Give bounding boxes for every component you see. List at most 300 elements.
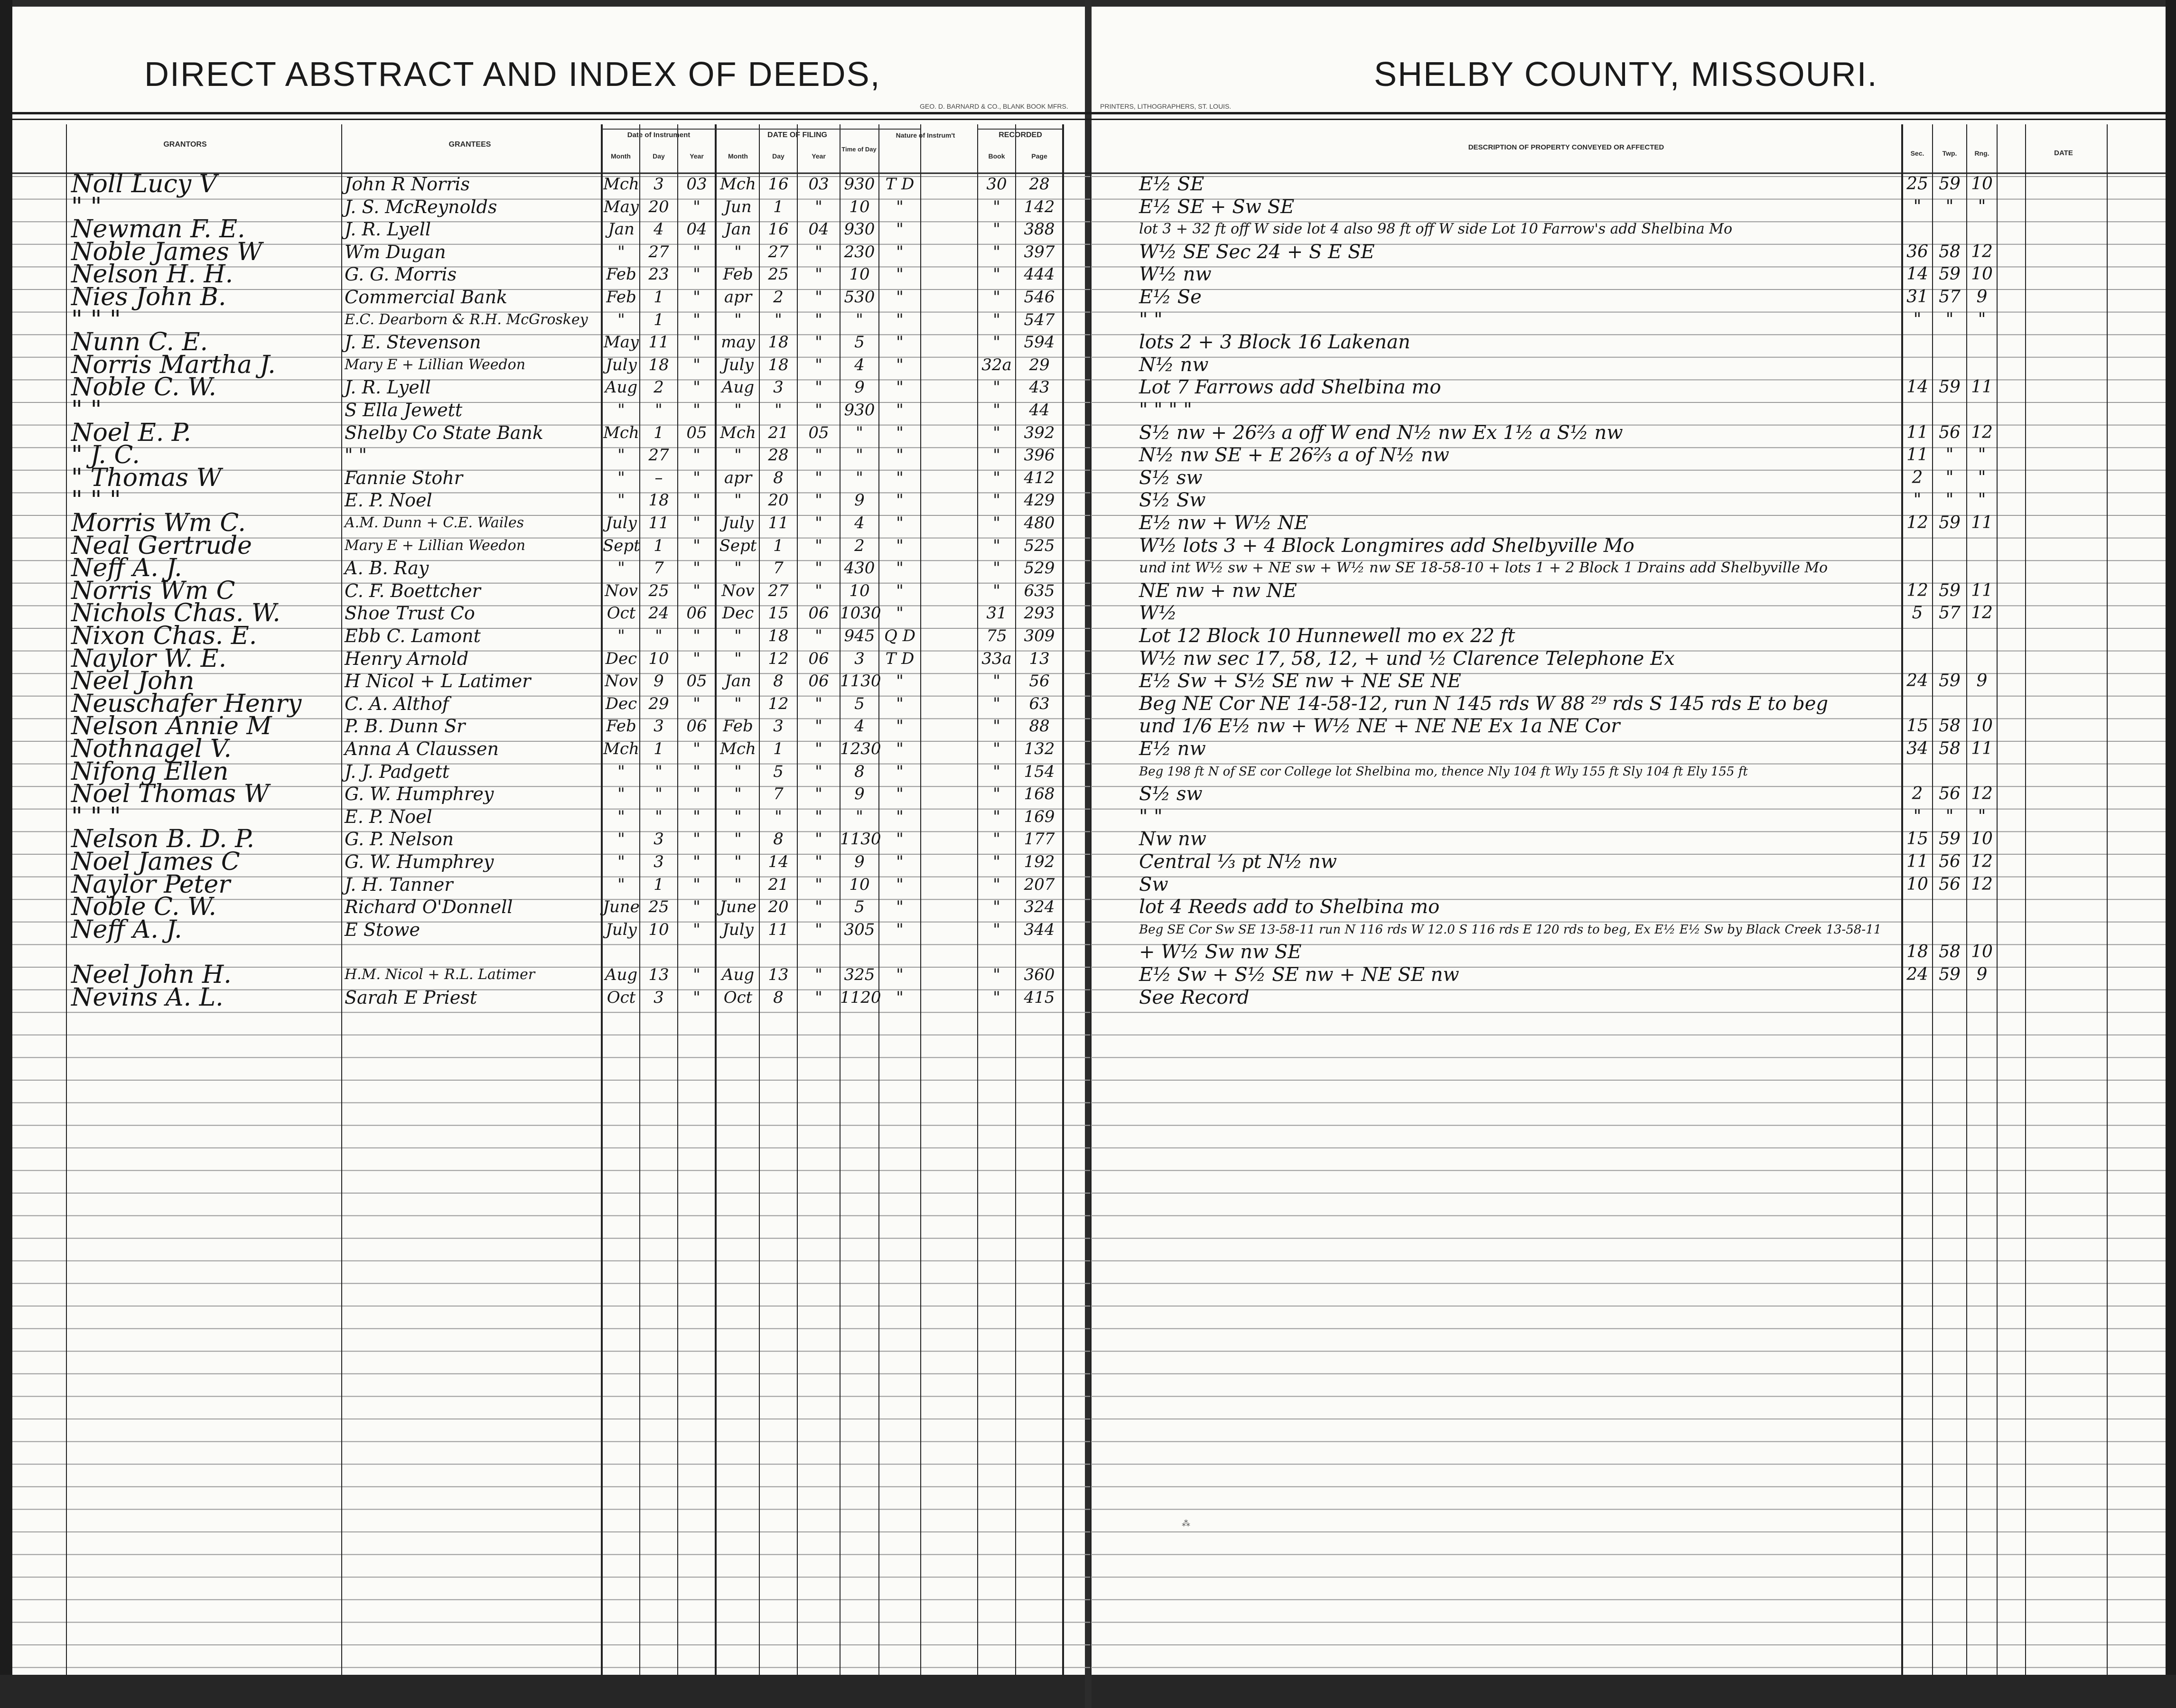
nature-cell: " xyxy=(896,536,904,555)
instrument-year-cell: 06 xyxy=(686,717,707,736)
filing-day-cell: 20 xyxy=(768,491,789,510)
instrument-year-cell: " xyxy=(693,310,700,329)
rng-cell: 12 xyxy=(1971,784,1993,804)
grantee-cell: J. S. McReynolds xyxy=(345,196,497,217)
book-cell: " xyxy=(993,401,1000,420)
instrument-day-cell: 18 xyxy=(648,491,669,510)
instrument-year-cell: " xyxy=(693,965,700,984)
filing-year-cell: " xyxy=(815,988,822,1007)
grantor-cell: Nies John B. xyxy=(71,283,226,311)
sec-cell: 34 xyxy=(1906,739,1928,758)
page-cell: 29 xyxy=(1029,355,1050,374)
instrument-day-cell: 9 xyxy=(654,672,664,691)
description-cell: Lot 7 Farrows add Shelbina mo xyxy=(1139,376,1441,399)
sec-cell: 5 xyxy=(1912,603,1923,623)
book-cell: " xyxy=(993,875,1000,894)
instrument-month-cell: " xyxy=(617,626,625,645)
grantor-cell: " Thomas W xyxy=(71,463,222,492)
header-description: DESCRIPTION OF PROPERTY CONVEYED OR AFFECTED xyxy=(1468,143,1664,151)
filing-month-cell: Oct xyxy=(723,988,753,1007)
book-cell: 33a xyxy=(981,649,1012,668)
grantee-cell: G. W. Humphrey xyxy=(345,851,494,872)
filing-month-cell: Mch xyxy=(720,175,756,194)
grantee-cell: A.M. Dunn + C.E. Wailes xyxy=(345,514,524,531)
filing-day-cell: 21 xyxy=(768,875,789,894)
nature-cell: " xyxy=(896,265,904,284)
grantor-cell: Norris Wm C xyxy=(71,576,235,605)
instrument-month-cell: Dec xyxy=(605,694,637,713)
description-cell: See Record xyxy=(1139,986,1250,1008)
instrument-day-cell: 23 xyxy=(648,265,669,284)
filing-day-cell: 18 xyxy=(768,333,789,352)
header-inst-day: Day xyxy=(653,152,665,160)
description-cell: Central ⅓ pt N½ nw xyxy=(1139,851,1337,873)
instrument-year-cell: " xyxy=(693,762,700,781)
page-cell: 415 xyxy=(1024,988,1055,1007)
page-cell: 444 xyxy=(1024,265,1055,284)
grantor-cell: Neff A. J. xyxy=(71,915,182,944)
filing-day-cell: 12 xyxy=(768,694,789,713)
filing-day-cell: 12 xyxy=(768,649,789,668)
grantee-cell: G. G. Morris xyxy=(345,264,457,285)
time-of-day-cell: " xyxy=(856,310,863,329)
time-of-day-cell: 8 xyxy=(854,762,865,781)
page-cell: 154 xyxy=(1024,762,1055,781)
filing-month-cell: " xyxy=(734,807,742,826)
time-of-day-cell: 4 xyxy=(854,355,865,374)
book-cell: " xyxy=(993,762,1000,781)
nature-cell: " xyxy=(896,220,904,239)
filing-day-cell: 20 xyxy=(768,897,789,917)
grantee-cell: G. P. Nelson xyxy=(345,829,454,850)
page-cell: 88 xyxy=(1029,717,1050,736)
grantor-cell: Nelson H. H. xyxy=(71,260,233,289)
instrument-month-cell: May xyxy=(603,333,639,352)
filing-month-cell: Dec xyxy=(722,604,754,623)
book-cell: " xyxy=(993,694,1000,713)
nature-cell: " xyxy=(896,378,904,397)
rng-cell: 10 xyxy=(1971,942,1993,962)
book-cell: " xyxy=(993,672,1000,691)
book-cell: " xyxy=(993,807,1000,826)
filing-year-cell: " xyxy=(815,333,822,352)
time-of-day-cell: 930 xyxy=(844,220,875,239)
description-cell: E½ SE + Sw SE xyxy=(1139,196,1295,218)
instrument-year-cell: " xyxy=(693,468,700,487)
grantee-cell: H.M. Nicol + R.L. Latimer xyxy=(345,966,535,983)
book-cell: " xyxy=(993,920,1000,939)
instrument-month-cell: July xyxy=(606,513,637,532)
description-cell: E½ Sw + S½ SE nw + NE SE nw xyxy=(1139,964,1459,986)
instrument-year-cell: " xyxy=(693,897,700,917)
grantee-cell: E.C. Dearborn & R.H. McGroskey xyxy=(345,311,588,328)
instrument-day-cell: 20 xyxy=(648,197,669,216)
grantor-cell: Nichols Chas. W. xyxy=(71,599,280,628)
header-grantees: GRANTEES xyxy=(448,140,491,149)
filing-year-cell: " xyxy=(815,378,822,397)
description-cell: Sw xyxy=(1139,873,1168,896)
twp-cell: 57 xyxy=(1939,287,1961,307)
filing-year-cell: 06 xyxy=(808,604,829,623)
description-cell: E½ nw xyxy=(1139,738,1206,760)
nature-cell: " xyxy=(896,491,904,510)
filing-year-cell: " xyxy=(815,446,822,465)
twp-cell: " xyxy=(1945,445,1954,465)
sec-cell: 12 xyxy=(1906,580,1928,600)
filing-month-cell: " xyxy=(734,446,742,465)
time-of-day-cell: 10 xyxy=(849,197,870,216)
rng-cell: 11 xyxy=(1971,513,1993,532)
nature-cell: " xyxy=(896,310,904,329)
book-cell: " xyxy=(993,288,1000,307)
description-cell: " " " " xyxy=(1139,399,1192,421)
book-cell: " xyxy=(993,446,1000,465)
description-cell: Beg 198 ft N of SE cor College lot Shelbina mo, thence Nly 104 ft Wly 155 ft Sly 104 ft Ely 155 ft xyxy=(1139,764,1748,779)
description-cell: W½ xyxy=(1139,602,1177,625)
page-mark: ⁂ xyxy=(1182,1519,1190,1529)
nature-cell: T D xyxy=(885,649,915,668)
twp-cell xyxy=(1933,983,1967,1012)
filing-day-cell: 3 xyxy=(773,378,784,397)
instrument-day-cell: " xyxy=(655,626,663,645)
twp-cell: 58 xyxy=(1939,716,1961,736)
header-filing-year: Year xyxy=(812,152,826,160)
instrument-year-cell: " xyxy=(693,807,700,826)
filing-day-cell: 27 xyxy=(768,242,789,261)
filing-year-cell: 06 xyxy=(808,672,829,691)
twp-cell: 56 xyxy=(1939,874,1961,894)
filing-month-cell: " xyxy=(734,559,742,578)
filing-month-cell: Mch xyxy=(720,739,756,758)
description-cell: S½ nw + 26⅔ a off W end N½ nw Ex 1½ a S½ nw xyxy=(1139,421,1623,444)
nature-cell: " xyxy=(896,988,904,1007)
grantee-cell: Commercial Bank xyxy=(345,287,508,308)
instrument-day-cell: 11 xyxy=(648,513,669,532)
rng-cell: " xyxy=(1978,309,1986,329)
nature-cell: T D xyxy=(885,175,915,194)
instrument-year-cell: " xyxy=(693,197,700,216)
grantee-cell: Ebb C. Lamont xyxy=(345,625,481,646)
filing-month-cell: Feb xyxy=(723,717,753,736)
filing-year-cell: " xyxy=(815,513,822,532)
time-of-day-cell: 1030 xyxy=(840,604,881,623)
book-cell: " xyxy=(993,310,1000,329)
book-cell: " xyxy=(993,468,1000,487)
filing-year-cell: " xyxy=(815,897,822,917)
nature-cell: " xyxy=(896,784,904,804)
instrument-day-cell: 18 xyxy=(648,355,669,374)
filing-month-cell: " xyxy=(734,310,742,329)
rng-cell: " xyxy=(1978,196,1986,216)
instrument-day-cell: 1 xyxy=(654,310,664,329)
instrument-month-cell: Jan xyxy=(608,220,635,239)
filing-month-cell: " xyxy=(734,762,742,781)
filing-month-cell: Jun xyxy=(724,197,752,216)
filing-year-cell: " xyxy=(815,559,822,578)
time-of-day-cell: 1120 xyxy=(840,988,881,1007)
description-cell: und int W½ sw + NE sw + W½ nw SE 18-58-10 + lots 1 + 2 Block 1 Drains add Shelbyville Mo xyxy=(1139,560,1828,577)
nature-cell: " xyxy=(896,581,904,600)
filing-month-cell: July xyxy=(722,355,754,374)
filing-month-cell: apr xyxy=(724,288,752,307)
book-cell: " xyxy=(993,423,1000,442)
book-cell: " xyxy=(993,830,1000,849)
time-of-day-cell: " xyxy=(856,446,863,465)
book-cell: " xyxy=(993,559,1000,578)
time-of-day-cell: 10 xyxy=(849,265,870,284)
grantor-cell: Noel Thomas W xyxy=(71,780,270,809)
grantee-cell: E. P. Noel xyxy=(345,490,432,511)
description-cell: Beg SE Cor Sw SE 13-58-11 run N 116 rds W 12.0 S 116 rds E 120 rds to beg, Ex E½ E½ Sw by Black Creek 13-58-11 xyxy=(1139,922,1882,937)
filing-day-cell: 8 xyxy=(773,830,784,849)
grantor-cell: Noble James W xyxy=(71,237,262,266)
book-cell: 32a xyxy=(981,355,1012,374)
time-of-day-cell: 5 xyxy=(854,333,865,352)
description-cell: E½ Sw + S½ SE nw + NE SE NE xyxy=(1139,670,1461,692)
sec-cell: " xyxy=(1913,196,1922,216)
grantee-cell: Shoe Trust Co xyxy=(345,603,475,624)
filing-month-cell: Jan xyxy=(725,220,751,239)
page-cell: 132 xyxy=(1024,739,1055,758)
instrument-day-cell: 1 xyxy=(654,875,664,894)
filing-year-cell: " xyxy=(815,491,822,510)
instrument-month-cell: July xyxy=(606,920,637,939)
grantee-cell: E Stowe xyxy=(345,919,420,940)
description-cell: lots 2 + 3 Block 16 Lakenan xyxy=(1139,331,1410,354)
filing-day-cell: 16 xyxy=(768,175,789,194)
filing-year-cell: " xyxy=(815,852,822,871)
grantee-cell: J. R. Lyell xyxy=(345,219,431,240)
instrument-year-cell: " xyxy=(693,581,700,600)
instrument-month-cell: June xyxy=(603,897,640,917)
time-of-day-cell: " xyxy=(856,468,863,487)
instrument-month-cell: Feb xyxy=(606,717,636,736)
grantor-cell: Naylor Peter xyxy=(71,870,231,899)
description-cell: N½ nw xyxy=(1139,354,1209,376)
sec-cell: 15 xyxy=(1906,829,1928,849)
time-of-day-cell: 1130 xyxy=(840,672,881,691)
rng-cell: " xyxy=(1978,490,1986,510)
page-cell: 529 xyxy=(1024,559,1055,578)
book-cell: " xyxy=(993,852,1000,871)
filing-year-cell: 05 xyxy=(808,423,829,442)
time-of-day-cell: 2 xyxy=(854,536,865,555)
filing-day-cell: 1 xyxy=(773,739,784,758)
nature-cell: " xyxy=(896,830,904,849)
instrument-month-cell: " xyxy=(617,762,625,781)
instrument-month-cell: Feb xyxy=(606,265,636,284)
page-cell: 429 xyxy=(1024,491,1055,510)
filing-day-cell: 8 xyxy=(773,988,784,1007)
book-cell: " xyxy=(993,897,1000,917)
rng-cell: 9 xyxy=(1976,965,1988,984)
rng-cell: 9 xyxy=(1976,671,1988,691)
instrument-day-cell: 1 xyxy=(654,536,664,555)
page-cell: 28 xyxy=(1029,175,1050,194)
nature-cell: " xyxy=(896,468,904,487)
grantee-cell: " " xyxy=(345,445,367,466)
grantee-cell: J. R. Lyell xyxy=(345,377,431,398)
twp-cell: " xyxy=(1945,806,1954,826)
time-of-day-cell: 945 xyxy=(844,626,875,645)
book-cell: " xyxy=(993,220,1000,239)
page-cell: 142 xyxy=(1024,197,1055,216)
nature-cell: " xyxy=(896,559,904,578)
grantor-cell: " J. C. xyxy=(71,441,140,470)
header-filing-day: Day xyxy=(772,152,784,160)
sec-cell: " xyxy=(1913,309,1922,329)
filing-month-cell: June xyxy=(719,897,756,917)
twp-cell: 59 xyxy=(1939,513,1961,532)
twp-cell: 59 xyxy=(1939,174,1961,194)
sec-cell: " xyxy=(1913,490,1922,510)
header-grantors: GRANTORS xyxy=(163,140,207,149)
description-cell: S½ Sw xyxy=(1139,489,1206,512)
filing-day-cell: 5 xyxy=(773,762,784,781)
ledger-title: DIRECT ABSTRACT AND INDEX OF DEEDS, xyxy=(144,56,881,93)
grantor-cell: " " " xyxy=(71,802,121,831)
twp-cell: 59 xyxy=(1939,580,1961,600)
page-cell: 388 xyxy=(1024,220,1055,239)
page-cell: 63 xyxy=(1029,694,1050,713)
page-cell: 324 xyxy=(1024,897,1055,917)
instrument-day-cell: 1 xyxy=(654,739,664,758)
instrument-day-cell: " xyxy=(655,807,663,826)
book-cell: 30 xyxy=(986,175,1007,194)
filing-month-cell: Aug xyxy=(721,965,755,984)
instrument-month-cell: Mch xyxy=(603,423,639,442)
instrument-month-cell: Aug xyxy=(605,378,638,397)
grantor-cell: Nelson B. D. P. xyxy=(71,825,255,854)
filing-month-cell: Mch xyxy=(720,423,756,442)
grantee-cell: Mary E + Lillian Weedon xyxy=(345,356,526,373)
filing-year-cell: " xyxy=(815,739,822,758)
filing-day-cell: 7 xyxy=(773,559,784,578)
instrument-month-cell: Oct xyxy=(607,604,636,623)
instrument-year-cell: " xyxy=(693,875,700,894)
sec-cell: 11 xyxy=(1906,852,1928,871)
sec-cell: 12 xyxy=(1906,513,1928,532)
sec-cell: 14 xyxy=(1906,264,1928,284)
instrument-day-cell: 13 xyxy=(648,965,669,984)
page-cell: 480 xyxy=(1024,513,1055,532)
grantee-cell: P. B. Dunn Sr xyxy=(345,716,466,737)
time-of-day-cell: 930 xyxy=(844,175,875,194)
nature-cell: " xyxy=(896,807,904,826)
twp-cell: 59 xyxy=(1939,671,1961,691)
nature-cell: Q D xyxy=(884,626,915,645)
instrument-day-cell: 3 xyxy=(654,717,664,736)
sec-cell: 24 xyxy=(1906,965,1928,984)
time-of-day-cell: " xyxy=(856,423,863,442)
rng-cell: 12 xyxy=(1971,852,1993,871)
time-of-day-cell: 530 xyxy=(844,288,875,307)
book-cell: " xyxy=(993,988,1000,1007)
time-of-day-cell: 9 xyxy=(854,491,865,510)
description-cell: + W½ Sw nw SE xyxy=(1139,941,1302,963)
nature-cell: " xyxy=(896,920,904,939)
printer-imprint: PRINTERS, LITHOGRAPHERS, ST. LOUIS. xyxy=(1100,103,1232,110)
nature-cell: " xyxy=(896,446,904,465)
instrument-year-cell: " xyxy=(693,288,700,307)
nature-cell: " xyxy=(896,897,904,917)
instrument-day-cell: 3 xyxy=(654,988,664,1007)
time-of-day-cell: 9 xyxy=(854,784,865,804)
sec-cell: 15 xyxy=(1906,716,1928,736)
grantor-cell: " " xyxy=(71,192,102,221)
header-inst-month: Month xyxy=(611,152,631,160)
instrument-day-cell: 25 xyxy=(648,581,669,600)
filing-day-cell: 13 xyxy=(768,965,789,984)
filing-year-cell: " xyxy=(815,784,822,804)
instrument-year-cell: " xyxy=(693,265,700,284)
header-twp: Twp. xyxy=(1942,149,1957,157)
time-of-day-cell: 5 xyxy=(854,694,865,713)
grantor-cell: Naylor W. E. xyxy=(71,644,227,673)
grantor-cell: Nelson Annie M xyxy=(71,712,272,741)
grantor-cell: " " xyxy=(71,396,102,424)
instrument-month-cell: Oct xyxy=(607,988,636,1007)
grantee-cell: Fannie Stohr xyxy=(345,467,463,488)
filing-year-cell: " xyxy=(815,626,822,645)
twp-cell: 58 xyxy=(1939,739,1961,758)
page-cell: 13 xyxy=(1029,649,1050,668)
grantor-cell: Noll Lucy V xyxy=(71,170,217,198)
instrument-year-cell: " xyxy=(693,355,700,374)
instrument-year-cell: " xyxy=(693,559,700,578)
description-cell: W½ nw sec 17, 58, 12, + und ½ Clarence Telephone Ex xyxy=(1139,647,1675,670)
instrument-month-cell: Dec xyxy=(605,649,637,668)
instrument-day-cell: 27 xyxy=(648,446,669,465)
header-rng: Rng. xyxy=(1974,149,1989,157)
filing-month-cell: " xyxy=(734,875,742,894)
grantor-cell: Nothnagel V. xyxy=(71,735,232,763)
filing-month-cell: " xyxy=(734,491,742,510)
rng-cell: " xyxy=(1978,445,1986,465)
description-cell: Beg NE Cor NE 14-58-12, run N 145 rds W 88 ²⁹ rds S 145 rds E to beg xyxy=(1139,692,1829,715)
description-cell: S½ sw xyxy=(1139,467,1203,489)
page-cell: 43 xyxy=(1029,378,1050,397)
book-cell: " xyxy=(993,739,1000,758)
grantor-cell: Noel James C xyxy=(71,848,240,876)
nature-cell: " xyxy=(896,694,904,713)
book-cell: " xyxy=(993,491,1000,510)
filing-year-cell: " xyxy=(815,762,822,781)
page-cell: 169 xyxy=(1024,807,1055,826)
instrument-month-cell: " xyxy=(617,559,625,578)
nature-cell: " xyxy=(896,604,904,623)
rng-cell: 11 xyxy=(1971,580,1993,600)
filing-day-cell: " xyxy=(775,401,782,420)
instrument-day-cell: 3 xyxy=(654,852,664,871)
filing-day-cell: 28 xyxy=(768,446,789,465)
page-cell: 392 xyxy=(1024,423,1055,442)
twp-cell: 59 xyxy=(1939,377,1961,397)
filing-year-cell: " xyxy=(815,288,822,307)
page-cell: 168 xyxy=(1024,784,1055,804)
instrument-month-cell: Mch xyxy=(603,175,639,194)
twp-cell: 58 xyxy=(1939,942,1961,962)
filing-year-cell: 03 xyxy=(808,175,829,194)
time-of-day-cell: 10 xyxy=(849,581,870,600)
header-nature: Nature of Instrum't xyxy=(896,131,955,139)
rng-cell xyxy=(1967,983,1997,1012)
filing-month-cell: may xyxy=(721,333,755,352)
instrument-month-cell: Nov xyxy=(605,581,638,600)
book-cell: 75 xyxy=(986,626,1007,645)
time-of-day-cell: 3 xyxy=(854,649,865,668)
grantor-cell: Nunn C. E. xyxy=(71,328,208,357)
